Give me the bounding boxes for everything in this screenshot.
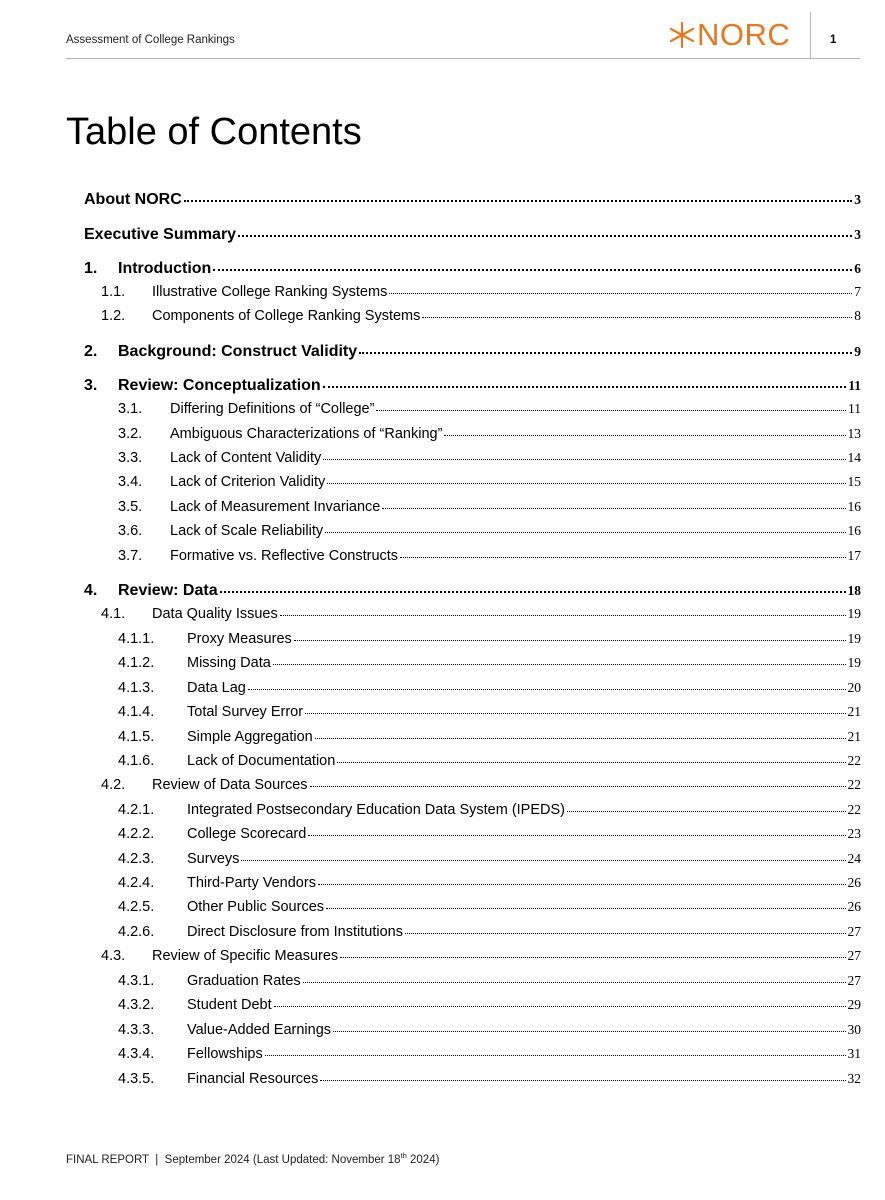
toc-entry[interactable]: [118, 523, 861, 539]
toc-entry-label: Lack of Scale Reliability: [170, 523, 324, 539]
toc-entry-label: Lack of Documentation: [187, 753, 336, 769]
toc-entry-number: 3.7.: [118, 548, 143, 564]
toc-entry[interactable]: [118, 753, 861, 769]
toc-entry-label: Data Quality Issues: [152, 606, 278, 622]
toc-entry-page: 21: [847, 729, 861, 744]
toc-entry-page: 26: [847, 875, 861, 890]
toc-entry-label: Introduction: [118, 260, 212, 277]
page-title: Table of Contents: [66, 111, 362, 153]
footer-separator: |: [155, 1153, 159, 1166]
toc-entry-page: 20: [847, 680, 861, 695]
toc-entry[interactable]: [118, 655, 861, 671]
toc-leader-dots: [273, 664, 846, 665]
toc-entry-page: 3: [854, 192, 861, 207]
toc-entry-number: 1.2.: [101, 308, 126, 324]
toc-entry-page: 3: [854, 227, 861, 242]
toc-entry-page: 13: [847, 426, 861, 441]
toc-leader-dots: [303, 982, 846, 983]
toc-entry-page: 8: [854, 308, 861, 323]
toc-entry-page: 18: [847, 583, 861, 598]
toc-entry-page: 9: [854, 344, 861, 359]
toc-leader-dots: [323, 386, 847, 388]
toc-entry[interactable]: [118, 802, 861, 818]
toc-entry-number: 4.1.1.: [118, 631, 155, 647]
toc-entry-page: 19: [847, 655, 861, 670]
toc-entry[interactable]: [118, 899, 861, 915]
toc-entry[interactable]: [84, 226, 861, 244]
toc-leader-dots: [238, 235, 852, 237]
toc-entry-number: 4.2.3.: [118, 851, 155, 867]
toc-entry-number: 3.6.: [118, 523, 143, 539]
toc-entry-number: 4.: [84, 582, 98, 599]
toc-entry[interactable]: [118, 401, 861, 417]
toc-entry-number: 4.2.: [101, 777, 126, 793]
toc-leader-dots: [400, 557, 845, 558]
toc-entry-label: Ambiguous Characterizations of “Ranking”: [170, 426, 443, 442]
footer-date-superscript: th: [400, 1151, 407, 1160]
header-divider: [810, 12, 811, 58]
toc-leader-dots: [220, 591, 846, 593]
toc-entry-number: 4.2.4.: [118, 875, 155, 891]
toc-entry-label: Components of College Ranking Systems: [152, 308, 421, 324]
toc-entry-page: 24: [847, 851, 861, 866]
toc-entry-page: 22: [847, 753, 861, 768]
toc-entry[interactable]: [84, 260, 861, 278]
toc-entry-page: 31: [847, 1046, 861, 1061]
toc-entry-page: 27: [847, 973, 861, 988]
toc-entry[interactable]: [101, 777, 861, 793]
toc-entry-label: Review: Data: [118, 582, 218, 599]
logo-text: NORC: [697, 17, 791, 52]
toc-entry-page: 15: [847, 474, 861, 489]
toc-leader-dots: [248, 689, 846, 690]
toc-entry-page: 14: [847, 450, 861, 465]
toc-leader-dots: [333, 1031, 845, 1032]
running-header-title: Assessment of College Rankings: [66, 34, 235, 46]
header-rule: [66, 58, 860, 59]
toc-entry[interactable]: [118, 1046, 861, 1062]
toc-entry-label: Lack of Criterion Validity: [170, 474, 326, 490]
toc-leader-dots: [422, 317, 852, 318]
toc-leader-dots: [318, 884, 846, 885]
toc-leader-dots: [389, 293, 852, 294]
toc-entry-number: 4.1.6.: [118, 753, 155, 769]
toc-entry-label: Integrated Postsecondary Education Data System (IPEDS): [187, 802, 565, 818]
toc-entry[interactable]: [118, 924, 861, 940]
toc-entry-number: 3.: [84, 377, 98, 394]
toc-entry-page: 16: [847, 499, 861, 514]
toc-entry-number: 4.3.1.: [118, 973, 155, 989]
toc-leader-dots: [444, 435, 845, 436]
toc-entry-label: Value-Added Earnings: [187, 1022, 332, 1038]
toc-leader-dots: [325, 532, 845, 533]
toc-entry[interactable]: [118, 1022, 861, 1038]
toc-entry-page: 19: [847, 606, 861, 621]
toc-entry-number: 4.3.3.: [118, 1022, 155, 1038]
toc-entry-number: 3.2.: [118, 426, 143, 442]
toc-leader-dots: [265, 1055, 846, 1056]
toc-entry-label: Surveys: [187, 851, 240, 867]
toc-entry-page: 16: [847, 523, 861, 538]
toc-entry-page: 7: [854, 284, 861, 299]
toc-entry-number: 1.1.: [101, 284, 126, 300]
toc-entry[interactable]: [84, 582, 861, 600]
toc-entry-page: 17: [847, 548, 861, 563]
toc-entry-label: College Scorecard: [187, 826, 307, 842]
toc-entry-label: Data Lag: [187, 680, 246, 696]
toc-entry-number: 4.3.5.: [118, 1071, 155, 1087]
toc-leader-dots: [320, 1080, 845, 1081]
toc-entry-page: 27: [847, 924, 861, 939]
toc-entry-number: 4.1.4.: [118, 704, 155, 720]
toc-entry-label: Fellowships: [187, 1046, 263, 1062]
toc-leader-dots: [327, 483, 845, 484]
toc-entry-page: 26: [847, 899, 861, 914]
toc-entry-number: 2.: [84, 343, 98, 360]
toc-entry-page: 6: [854, 261, 861, 276]
toc-entry[interactable]: [118, 997, 861, 1013]
toc-entry-number: 4.3.2.: [118, 997, 155, 1013]
toc-leader-dots: [184, 200, 852, 202]
toc-entry-number: 3.1.: [118, 401, 143, 417]
toc-leader-dots: [274, 1006, 846, 1007]
toc-entry-number: 4.3.: [101, 948, 126, 964]
toc-leader-dots: [213, 269, 852, 271]
toc-entry-label: Background: Construct Validity: [118, 343, 358, 360]
toc-entry[interactable]: [84, 191, 861, 209]
footer-date: September 2024 (Last Updated: November 18: [164, 1153, 401, 1166]
toc-entry-number: 3.3.: [118, 450, 143, 466]
toc-leader-dots: [567, 811, 846, 812]
toc-entry-label: Student Debt: [187, 997, 272, 1013]
toc-leader-dots: [405, 933, 846, 934]
toc-entry[interactable]: [118, 1071, 861, 1087]
toc-leader-dots: [305, 713, 845, 714]
toc-leader-dots: [340, 957, 845, 958]
toc-entry-number: 4.2.6.: [118, 924, 155, 940]
norc-star-icon: [668, 21, 696, 49]
toc-leader-dots: [294, 640, 846, 641]
toc-entry[interactable]: [84, 343, 861, 361]
toc-entry-label: Lack of Measurement Invariance: [170, 499, 381, 515]
toc-entry[interactable]: [118, 680, 861, 696]
toc-entry[interactable]: [118, 875, 861, 891]
toc-entry-page: 32: [847, 1071, 861, 1086]
toc-leader-dots: [315, 738, 846, 739]
toc-entry-number: 3.4.: [118, 474, 143, 490]
toc-entry[interactable]: [101, 948, 861, 964]
toc-entry-number: 4.2.5.: [118, 899, 155, 915]
page-number: 1: [830, 34, 837, 46]
toc-leader-dots: [337, 762, 845, 763]
toc-entry[interactable]: [118, 499, 861, 515]
toc-leader-dots: [376, 410, 846, 411]
toc-entry-number: 4.1.2.: [118, 655, 155, 671]
toc-leader-dots: [382, 508, 845, 509]
toc-entry-label: Graduation Rates: [187, 973, 301, 989]
toc-entry[interactable]: [118, 548, 861, 564]
toc-leader-dots: [323, 459, 845, 460]
toc-entry-label: Third-Party Vendors: [187, 875, 316, 891]
toc-entry[interactable]: [118, 474, 861, 490]
toc-leader-dots: [241, 860, 845, 861]
toc-entry-page: 23: [847, 826, 861, 841]
footer: [66, 1151, 439, 1166]
toc-entry-page: 29: [847, 997, 861, 1012]
toc-entry-label: Differing Definitions of “College”: [170, 401, 375, 417]
toc-entry[interactable]: [118, 729, 861, 745]
toc-entry-label: Review of Data Sources: [152, 777, 308, 793]
toc-leader-dots: [308, 835, 845, 836]
toc-leader-dots: [310, 786, 846, 787]
toc-entry-label: Review: Conceptualization: [118, 377, 321, 394]
toc-entry[interactable]: [101, 308, 861, 324]
toc-entry-number: 4.1.5.: [118, 729, 155, 745]
norc-logo: [668, 18, 790, 52]
toc-entry-number: 4.2.2.: [118, 826, 155, 842]
toc-entry-page: 19: [847, 631, 861, 646]
toc-entry-label: Review of Specific Measures: [152, 948, 339, 964]
toc-entry-number: 4.1.: [101, 606, 126, 622]
toc-entry-label: Missing Data: [187, 655, 271, 671]
toc-entry-page: 21: [847, 704, 861, 719]
toc-entry[interactable]: [118, 631, 861, 647]
toc-entry-page: 11: [848, 401, 861, 416]
toc-leader-dots: [326, 908, 845, 909]
toc-entry[interactable]: [118, 704, 861, 720]
toc-entry-page: 11: [848, 378, 861, 393]
toc-entry-label: Illustrative College Ranking Systems: [152, 284, 388, 300]
toc-entry-number: 4.2.1.: [118, 802, 155, 818]
toc-entry-page: 27: [847, 948, 861, 963]
toc-entry-label: About NORC: [84, 191, 182, 208]
toc-entry-number: 3.5.: [118, 499, 143, 515]
toc-entry-label: Simple Aggregation: [187, 729, 313, 745]
toc-entry-number: 4.3.4.: [118, 1046, 155, 1062]
toc-entry-label: Proxy Measures: [187, 631, 292, 647]
toc-entry-label: Formative vs. Reflective Constructs: [170, 548, 399, 564]
toc-entry[interactable]: [101, 606, 861, 622]
toc-entry[interactable]: [118, 426, 861, 442]
footer-report-label: FINAL REPORT: [66, 1153, 149, 1166]
toc-entry-label: Financial Resources: [187, 1071, 319, 1087]
toc-entry-number: 4.1.3.: [118, 680, 155, 696]
toc-leader-dots: [359, 352, 852, 354]
toc-entry[interactable]: [118, 450, 861, 466]
toc-entry-page: 22: [847, 777, 861, 792]
toc-entry-label: Total Survey Error: [187, 704, 304, 720]
toc-entry-label: Executive Summary: [84, 226, 237, 243]
toc-entry[interactable]: [101, 284, 861, 300]
toc-entry-page: 22: [847, 802, 861, 817]
toc-entry-label: Lack of Content Validity: [170, 450, 322, 466]
toc-entry-page: 30: [847, 1022, 861, 1037]
toc-leader-dots: [280, 615, 846, 616]
toc-entry-label: Direct Disclosure from Institutions: [187, 924, 403, 940]
toc-entry[interactable]: [118, 851, 861, 867]
toc-entry-label: Other Public Sources: [187, 899, 325, 915]
toc-entry[interactable]: [118, 973, 861, 989]
toc-entry[interactable]: [118, 826, 861, 842]
toc-entry[interactable]: [84, 377, 861, 395]
toc-entry-number: 1.: [84, 260, 98, 277]
footer-date-year: 2024): [406, 1153, 440, 1166]
